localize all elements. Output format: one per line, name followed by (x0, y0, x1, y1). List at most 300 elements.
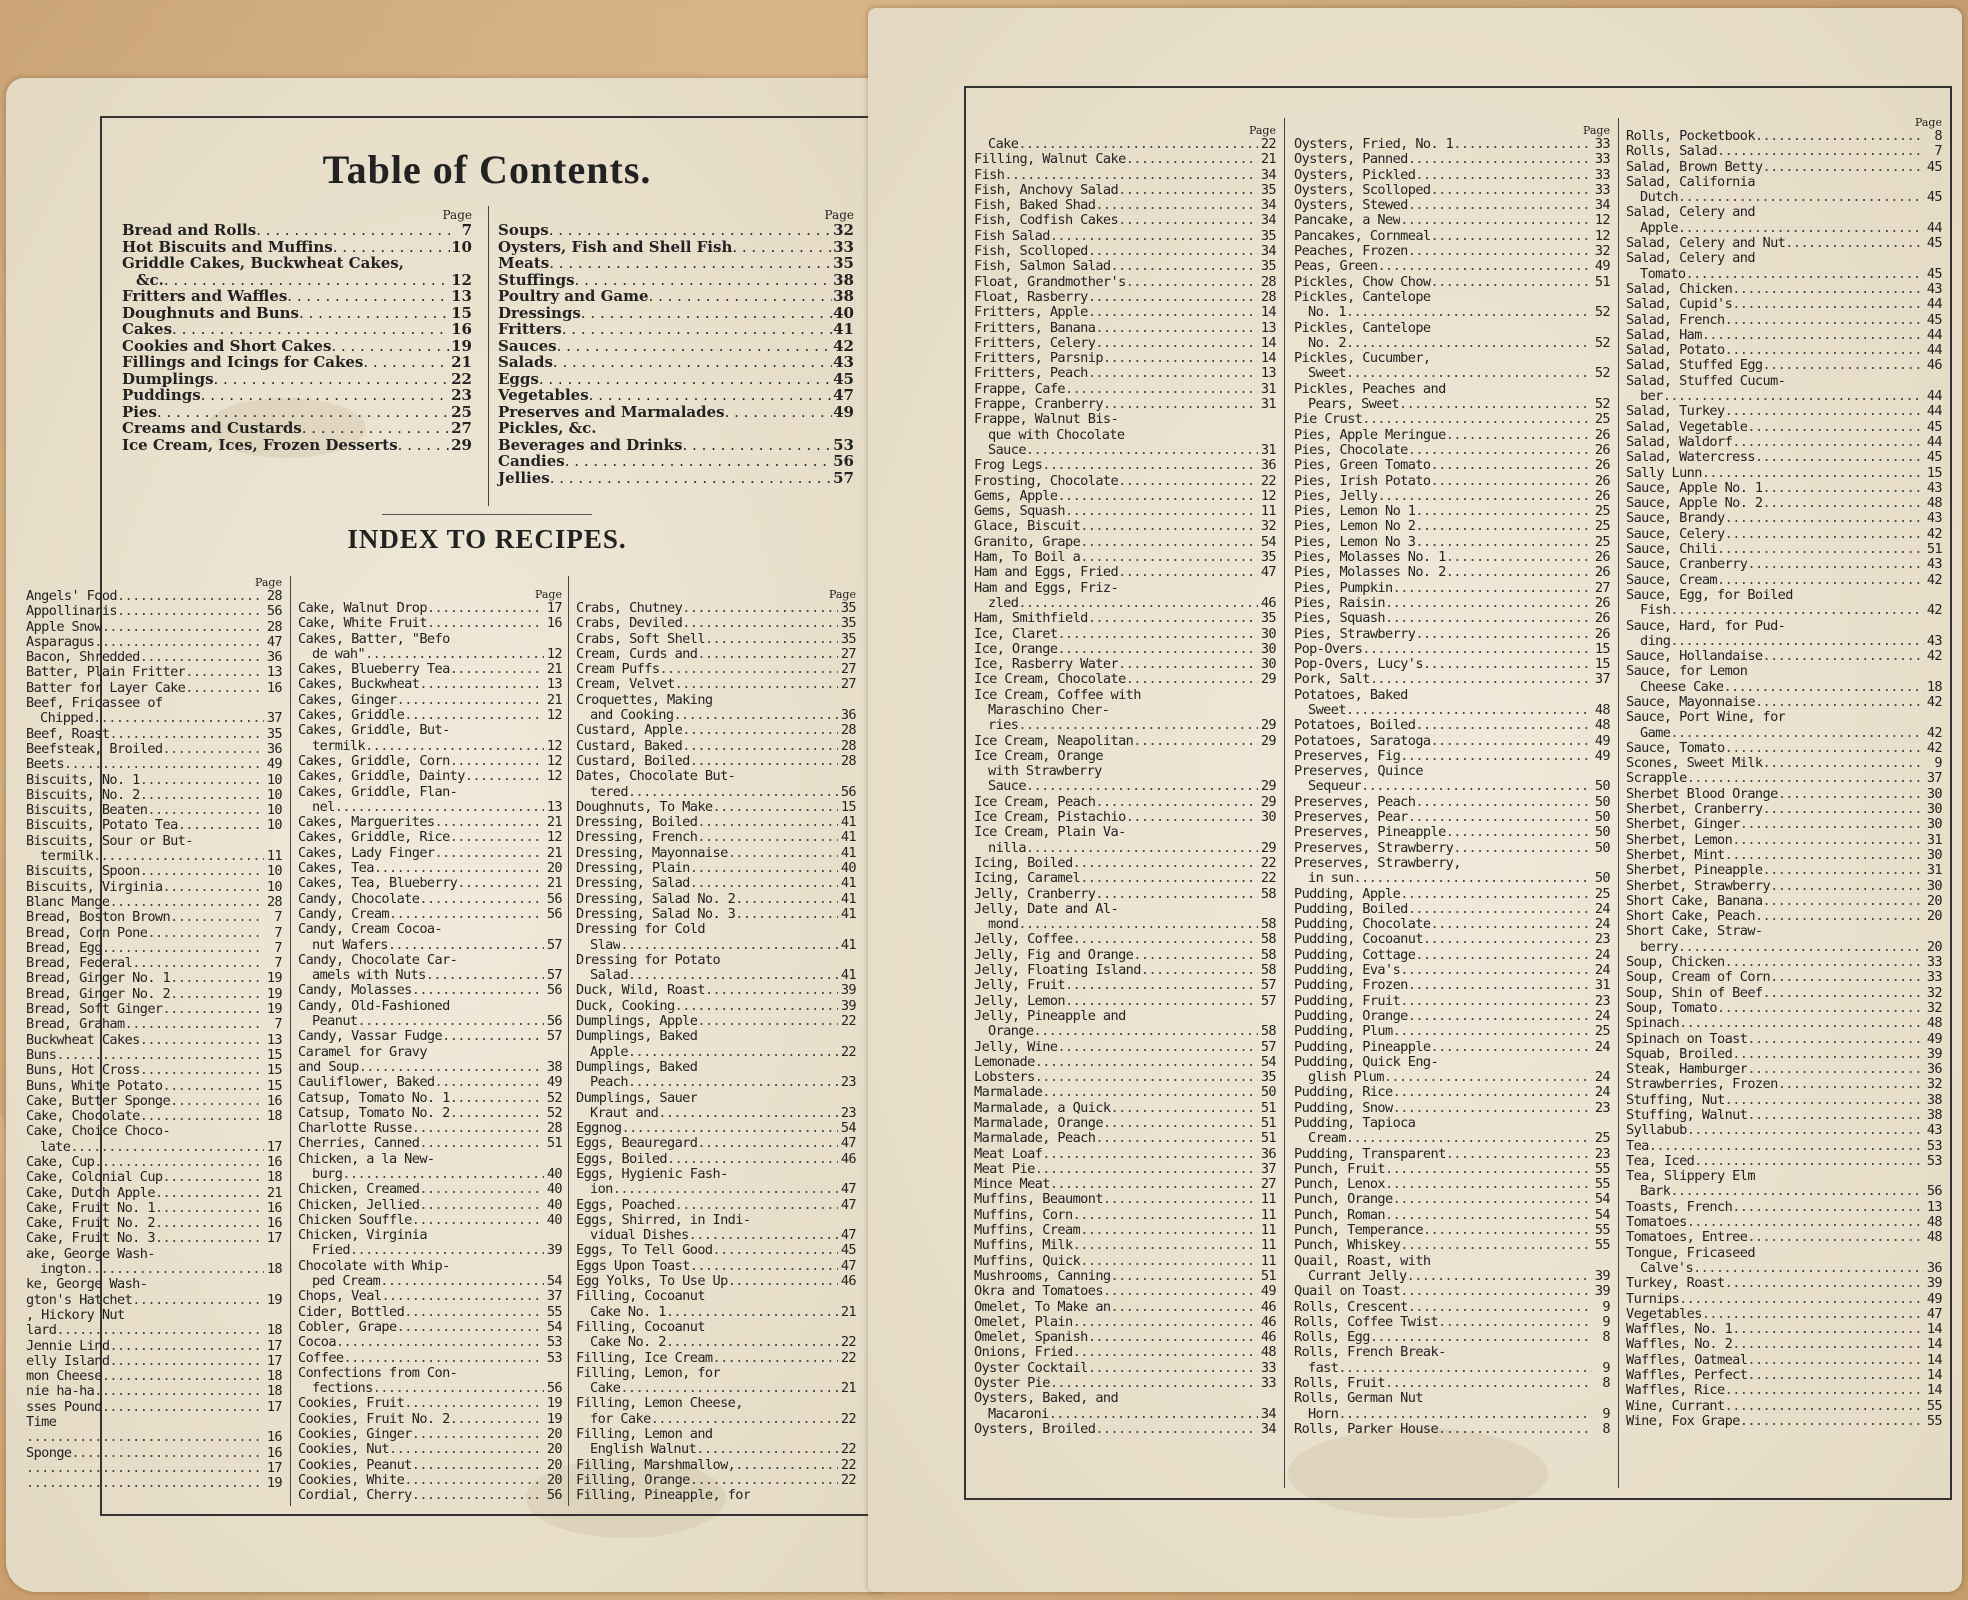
index-entry (974, 428, 1276, 443)
index-entry (1626, 313, 1942, 328)
page-number: 57 (1260, 977, 1276, 994)
entry-title: Dressing for Cold (576, 922, 705, 938)
page-number: 23 (1594, 1099, 1610, 1116)
page-number: 34 (1594, 197, 1610, 214)
entry-title: Soup, Chicken (1626, 955, 1725, 971)
entry-title: Salad, Stuffed Cucum- (1626, 373, 1786, 389)
entry-title: Eggs, Poached (576, 1197, 675, 1213)
page-number: 41 (840, 875, 856, 892)
entry-title: Turnips (1626, 1291, 1680, 1307)
leader-dots (1407, 1269, 1592, 1284)
leader-dots (381, 1289, 544, 1304)
page-number: 34 (1260, 212, 1276, 229)
page-number: 30 (1926, 801, 1942, 818)
page-number: 51 (1260, 1099, 1276, 1116)
page-number: 33 (1260, 1359, 1276, 1376)
index-entry (576, 1075, 856, 1090)
index-entry (576, 677, 856, 692)
leader-dots (1118, 183, 1258, 198)
page-number (1258, 902, 1276, 917)
leader-dots (1408, 1009, 1592, 1024)
entry-title: Sauce, Tomato (1626, 740, 1725, 756)
index-entry (974, 168, 1276, 183)
page-number (1924, 374, 1942, 389)
index-entry (974, 779, 1276, 794)
index-entry (1626, 833, 1942, 848)
leader-dots (1057, 1040, 1258, 1055)
entry-title: Salad, Watercress (1626, 450, 1755, 466)
leader-dots (1361, 779, 1592, 794)
index-entry (1626, 435, 1942, 450)
page-number: 26 (1594, 610, 1610, 627)
entry-title: Cake, Dutch Apple (26, 1185, 155, 1201)
leader-dots (1018, 917, 1258, 932)
entry-title: Mince Meat (974, 1177, 1050, 1193)
toc-entry (498, 288, 854, 305)
entry-title: Pudding, Tapioca (1294, 1116, 1416, 1131)
leader-dots (1400, 1238, 1592, 1253)
index-entry (576, 815, 856, 830)
index-entry (1294, 1055, 1610, 1070)
index-entry (576, 1045, 856, 1060)
entry-title: Rolls, Egg (1294, 1330, 1370, 1346)
toc-entry (122, 420, 472, 437)
leader-dots (1118, 474, 1258, 489)
leader-dots (683, 437, 833, 454)
index-entry (1294, 703, 1610, 718)
leader-dots (163, 880, 264, 895)
leader-dots (1073, 1208, 1258, 1223)
leader-dots (1065, 978, 1258, 993)
page-number: 12 (546, 707, 562, 724)
entry-title: Eggs, Beauregard (576, 1136, 698, 1152)
page-number: 29 (1260, 793, 1276, 810)
toc-entry (498, 338, 854, 355)
page-number: 7 (274, 924, 282, 941)
index-entry (974, 1208, 1276, 1223)
toc-entry (122, 288, 472, 305)
index-entry (576, 968, 856, 983)
leader-dots (628, 1075, 838, 1090)
page-number: 56 (266, 603, 282, 620)
leader-dots (1018, 718, 1258, 733)
entry-title: Preserves, Peach (1294, 794, 1416, 810)
page-number: 23 (1594, 992, 1610, 1009)
entry-title: Float, Rasberry (974, 289, 1088, 305)
page-number: 10 (266, 786, 282, 803)
index-entry (974, 259, 1276, 274)
index-entry (1294, 1284, 1610, 1299)
leader-dots (1747, 557, 1924, 572)
index-entry (26, 864, 282, 879)
leader-dots (562, 321, 832, 338)
page-number: 46 (1260, 594, 1276, 611)
leader-dots (1095, 795, 1258, 810)
page-number: 36 (266, 740, 282, 757)
index-entry (1626, 787, 1942, 802)
leader-dots (1408, 810, 1592, 825)
page-number: 49 (1594, 258, 1610, 275)
index-entry (298, 1014, 562, 1029)
page-number: 11 (1260, 1191, 1276, 1208)
page-number: 57 (546, 1028, 562, 1045)
leader-dots (1423, 657, 1592, 672)
page-number: 13 (266, 1031, 282, 1048)
leader-dots (1438, 1422, 1592, 1437)
index-entry (1626, 1139, 1942, 1154)
toc-entry (498, 420, 854, 437)
page-number: 28 (840, 722, 856, 739)
page-number: 30 (1260, 656, 1276, 673)
entry-title: Pudding, Quick Eng- (1294, 1054, 1439, 1070)
leader-dots (1755, 450, 1924, 465)
page-number: 23 (840, 1104, 856, 1121)
entry-title: Bread, Egg (26, 940, 102, 956)
index-entry (298, 1427, 562, 1442)
entry-title: Cake, Colonial Cup (26, 1170, 163, 1186)
entry-title: ake, George Wash- (26, 1246, 155, 1262)
leader-dots (117, 589, 264, 604)
entry-title: Scones, Sweet Milk (1626, 756, 1763, 772)
leader-dots (1747, 1108, 1924, 1123)
entry-title: Cookies, Ginger (298, 1427, 412, 1443)
leader-dots (412, 1488, 544, 1503)
leader-dots (1446, 825, 1592, 840)
page-number (450, 255, 472, 272)
page-number: 31 (1260, 380, 1276, 397)
entry-title: Cream Puffs (576, 662, 660, 678)
page-number (264, 1308, 282, 1323)
leader-dots (389, 1442, 544, 1457)
page-number: 22 (840, 1456, 856, 1473)
index-entry (974, 1040, 1276, 1055)
page-number (1258, 764, 1276, 779)
page-number (1592, 1345, 1610, 1360)
leader-dots (1723, 680, 1924, 695)
page-number: 38 (1926, 1107, 1942, 1123)
entry-title: Cauliflower, Baked (298, 1075, 435, 1091)
leader-dots (1111, 1101, 1258, 1116)
page-number: 54 (1594, 1206, 1610, 1223)
index-entry (298, 1473, 562, 1488)
entry-title: Sauce, Cream (1626, 572, 1718, 588)
index-entry (576, 1213, 856, 1228)
leader-dots (1408, 902, 1592, 917)
entry-title: Batter for Layer Cake (26, 680, 186, 696)
index-entry (1294, 810, 1610, 825)
leader-dots (1400, 963, 1592, 978)
leader-dots (1049, 1407, 1258, 1422)
entry-title: Stuffing, Walnut (1626, 1108, 1748, 1123)
index-entry (576, 1029, 856, 1044)
entry-title: Cakes (122, 320, 173, 338)
entry-title: Fritters, Celery (974, 335, 1096, 351)
entry-title: Apple (1640, 220, 1678, 236)
page-number: 43 (1926, 1122, 1942, 1139)
entry-title: Coffee (298, 1350, 344, 1366)
page-number: 43 (833, 353, 854, 371)
leader-dots (1384, 1070, 1592, 1085)
page-number: 15 (451, 303, 472, 322)
leader-dots (147, 926, 264, 941)
entry-title: Dressing, Salad No. 3 (576, 906, 736, 922)
leader-dots (155, 1201, 264, 1216)
entry-title: Biscuits, No. 1 (26, 772, 140, 788)
index-entry (298, 677, 562, 692)
leader-dots (682, 601, 838, 616)
leader-dots (1050, 229, 1258, 244)
entry-title: Soup, Shin of Beef (1626, 985, 1763, 1001)
leader-dots (697, 1014, 838, 1029)
page-number (264, 1277, 282, 1292)
entry-title: Bacon, Shredded (26, 650, 140, 666)
page-number: 16 (266, 1215, 282, 1232)
index-entry (298, 723, 562, 738)
column-rule (488, 206, 489, 506)
index-entry (974, 948, 1276, 963)
entry-title: Cakes, Marguerites (298, 815, 435, 831)
page-number (1258, 825, 1276, 840)
page-number (1924, 588, 1942, 603)
page-number (1592, 688, 1610, 703)
leader-dots (256, 222, 450, 239)
index-entry (26, 589, 282, 604)
page-number: 24 (1594, 900, 1610, 917)
entry-title: Pudding, Cocoanut (1294, 932, 1423, 948)
entry-title: Quail on Toast (1294, 1284, 1401, 1300)
entry-title: Kraut and (590, 1105, 659, 1121)
leader-dots (735, 892, 838, 907)
page-number: 34 (1260, 1420, 1276, 1437)
leader-dots (140, 788, 264, 803)
page-number: 35 (840, 630, 856, 647)
toc-entry (498, 305, 854, 322)
leader-dots (201, 387, 450, 404)
leader-dots (1080, 519, 1258, 534)
entry-title: Dressing, Salad No. 2 (576, 891, 736, 907)
page-number: 44 (1926, 388, 1942, 405)
page-number: 16 (546, 615, 562, 632)
entry-title: Sauce, Mayonnaise (1626, 694, 1755, 710)
leader-dots (1393, 1192, 1592, 1207)
index-entry (576, 1243, 856, 1258)
entry-title: Pies, Apple Meringue (1294, 427, 1446, 443)
entry-title: Candy, Old-Fashioned (298, 998, 450, 1014)
leader-dots (1732, 282, 1924, 297)
page-number: 14 (1926, 1336, 1942, 1353)
entry-title: Pies (122, 402, 157, 421)
index-entry (576, 846, 856, 861)
index-entry (576, 1198, 856, 1213)
entry-title: Cider, Bottled (298, 1304, 405, 1320)
index-entry (1626, 511, 1942, 526)
entry-title: Peaches, Frozen (1294, 244, 1408, 260)
index-entry (974, 1269, 1276, 1284)
page-number: 47 (840, 1181, 856, 1198)
index-entry (1626, 710, 1942, 725)
page-number: 19 (266, 985, 282, 1002)
page-number (838, 1029, 856, 1044)
index-entry (974, 810, 1276, 825)
entry-title: Catsup, Tomato No. 2 (298, 1105, 450, 1121)
leader-dots (1702, 328, 1924, 343)
page-number: 16 (266, 1444, 282, 1461)
index-entry (1294, 1162, 1610, 1177)
index-entry (26, 941, 282, 956)
entry-title: Salad, Turkey (1626, 404, 1725, 420)
index-entry (974, 474, 1276, 489)
page-number: 26 (1594, 457, 1610, 474)
leader-dots (435, 846, 544, 861)
page-number: 55 (1594, 1160, 1610, 1177)
index-entry (26, 1063, 282, 1078)
page-number: 58 (1260, 962, 1276, 979)
leader-dots (1370, 672, 1592, 687)
toc-entry (498, 371, 854, 388)
leader-dots (109, 895, 264, 910)
page-number: 51 (1260, 1115, 1276, 1131)
entry-title: Sally Lunn (1626, 465, 1702, 481)
index-entry (26, 956, 282, 971)
page-number: 52 (546, 1104, 562, 1121)
page-number (1592, 1116, 1610, 1131)
leader-dots (1385, 1162, 1592, 1177)
leader-dots (457, 876, 544, 891)
page-number (838, 953, 856, 968)
entry-title: Sauce, Chili (1626, 542, 1718, 558)
entry-title: Short Cake, Peach (1626, 909, 1755, 925)
index-entry (974, 565, 1276, 580)
leader-dots (1111, 1269, 1258, 1284)
entry-title: Tomatoes, Entree (1626, 1230, 1748, 1246)
index-entry (974, 1147, 1276, 1162)
page-number: 45 (833, 369, 854, 388)
entry-title: Egg Yolks, To Use Up (576, 1274, 728, 1290)
index-entry (974, 642, 1276, 657)
leader-dots (140, 773, 264, 788)
index-entry (974, 504, 1276, 519)
leader-dots (178, 818, 264, 833)
leader-dots (1126, 672, 1258, 687)
leader-dots (64, 757, 264, 772)
leader-dots (1103, 1116, 1258, 1131)
leader-dots (1111, 1300, 1258, 1315)
entry-title: Pies, Lemon No 3 (1294, 534, 1416, 550)
index-entry (1294, 1116, 1610, 1131)
index-entry (26, 880, 282, 895)
leader-dots (412, 1213, 544, 1228)
index-entry (576, 1014, 856, 1029)
page-heading: Page (828, 588, 856, 601)
page-number: 28 (1260, 273, 1276, 290)
page-number: 49 (1926, 1290, 1942, 1307)
page-number (264, 834, 282, 849)
leader-dots (185, 681, 264, 696)
page-number: 42 (1926, 739, 1942, 756)
page-number: 8 (1602, 1329, 1610, 1346)
page-number: 7 (274, 939, 282, 956)
entry-title: Eggnog (576, 1121, 622, 1137)
page-number: 18 (266, 1383, 282, 1400)
index-entry (26, 1461, 282, 1476)
entry-title: Omelet, Spanish (974, 1330, 1088, 1346)
entry-title: Fritters and Waffles (122, 287, 288, 305)
page-number: 49 (266, 756, 282, 773)
index-entry (26, 1430, 282, 1445)
page-number: 16 (266, 679, 282, 696)
leader-dots (155, 1231, 264, 1246)
page-number: 47 (840, 1257, 856, 1274)
index-entry (576, 1305, 856, 1320)
page-number: 7 (461, 221, 472, 239)
page-number: 46 (840, 1150, 856, 1167)
entry-title: Pudding, Snow (1294, 1100, 1393, 1116)
leader-dots (549, 222, 832, 239)
leader-dots (342, 1167, 544, 1182)
index-entry (576, 708, 856, 723)
page-number: 16 (451, 320, 472, 338)
leader-dots (1725, 404, 1924, 419)
index-entry (1294, 978, 1610, 993)
page-number: 33 (1594, 151, 1610, 168)
leader-dots (302, 420, 450, 437)
leader-dots (94, 1384, 264, 1399)
entry-title: Preserves, Strawberry (1294, 840, 1454, 856)
entry-title: Soups (498, 221, 549, 239)
index-entry (974, 519, 1276, 534)
page-number: 39 (1594, 1267, 1610, 1284)
leader-dots (1693, 1261, 1924, 1276)
entry-title: Cakes, Tea (298, 861, 374, 877)
leader-dots (1415, 948, 1592, 963)
entry-title: Pies, Lemon No 1 (1294, 504, 1416, 520)
index-entry (1294, 458, 1610, 473)
entry-title: Pies, Raisin (1294, 595, 1386, 611)
entry-title: Confections from Con- (298, 1365, 458, 1381)
leader-dots (1725, 1093, 1924, 1108)
leader-dots (1431, 275, 1592, 290)
page-number: 31 (1926, 831, 1942, 848)
entry-title: Cake, Walnut Drop (298, 601, 427, 616)
page-number: 21 (840, 1380, 856, 1397)
entry-title: Salad, Brown Betty (1626, 159, 1763, 175)
page-number: 20 (546, 1426, 562, 1443)
entry-title: Float, Grandmother's (974, 274, 1126, 290)
index-entry (298, 907, 562, 922)
entry-title: Dressing, Boiled (576, 815, 698, 831)
entry-title: Chipped (40, 711, 94, 727)
leader-dots (363, 354, 450, 371)
entry-title: Eggs Upon Toast (576, 1258, 690, 1274)
index-entry (1294, 948, 1610, 963)
entry-title: Cake (988, 137, 1019, 152)
leader-dots (412, 1458, 544, 1473)
leader-dots (398, 437, 450, 454)
leader-dots (419, 677, 544, 692)
leader-dots (1687, 771, 1924, 786)
entry-title: Chicken, a la New- (298, 1151, 435, 1167)
entry-title: Dates, Chocolate But- (576, 769, 736, 785)
leader-dots (1778, 787, 1924, 802)
entry-title: Quail, Roast, with (1294, 1253, 1431, 1269)
page-number: 21 (266, 1184, 282, 1201)
index-entry (26, 1017, 282, 1032)
toc-entry (122, 272, 472, 289)
page-number: 7 (274, 909, 282, 926)
entry-title: Pudding, Rice (1294, 1085, 1393, 1101)
leader-dots (1687, 1215, 1924, 1230)
entry-title: Icing, Boiled (974, 855, 1073, 871)
